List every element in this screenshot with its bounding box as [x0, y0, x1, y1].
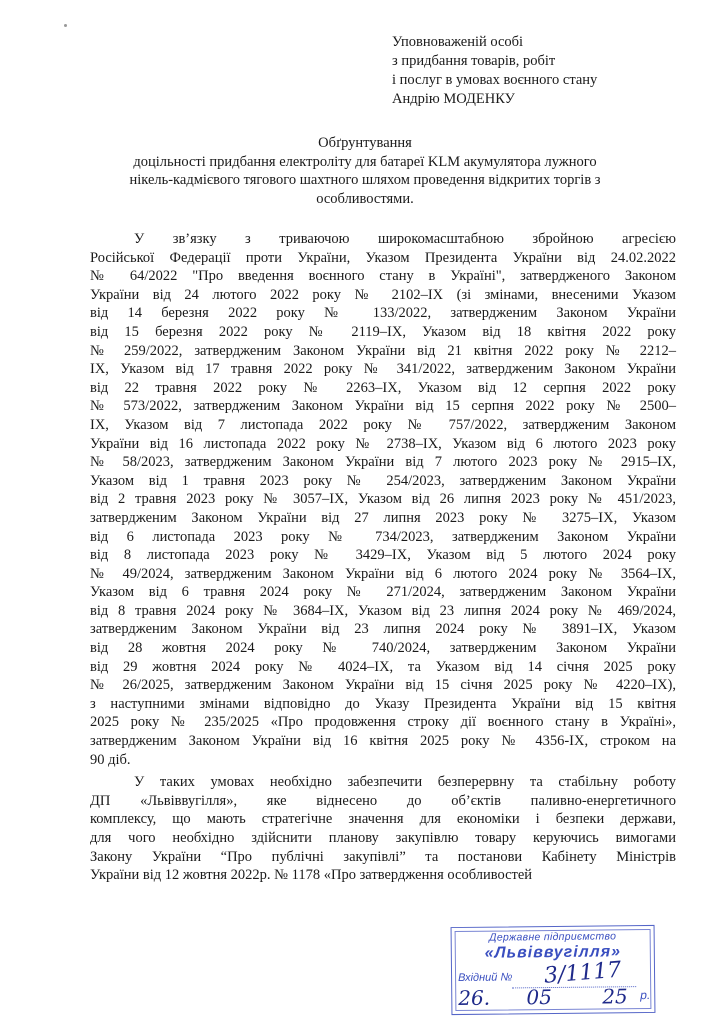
- text-line: від 22 травня 2022 року № 2263–IX, Указом від 12 серпня 2022 року: [90, 379, 676, 396]
- text-line: 90 діб.: [90, 751, 131, 768]
- title-line: особливостями.: [316, 190, 414, 207]
- text-line: 2025 року № 235/2025 «Про продовження строку дії воєнного стану в Україні»,: [90, 714, 676, 731]
- scan-speck: [64, 24, 67, 27]
- text-line: № 64/2022 "Про введення воєнного стану в Україні", затвердженого Законом: [90, 268, 676, 285]
- text-line: № 259/2022, затвердженим Законом України від 21 квітня 2022 року № 2212–: [90, 342, 676, 359]
- text-line: від 29 жовтня 2024 року № 4024–IX, та Указом від 14 січня 2025 року: [90, 658, 676, 675]
- text-line: для чого необхідно здійснити планову закупівлю товару керуючись вимогами: [90, 830, 676, 846]
- title-line: нікель-кадмієвого тягового шахтного шляхом проведення відкритих торгів з: [129, 172, 601, 188]
- text-line: У зв’язку з триваючою широкомасштабною збройною агресією: [134, 231, 676, 247]
- text-line: від 2 травня 2023 року № 3057–IX, Указом від 26 липня 2023 року № 451/2023,: [90, 491, 676, 508]
- text-line: від 8 листопада 2023 року № 3429–IX, Указом від 5 лютого 2024 року: [90, 547, 676, 564]
- stamp-year-suffix: р.: [640, 987, 651, 1003]
- text-line: України від 24 лютого 2022 року № 2102–IX (зі змінами, внесеними Указом: [90, 286, 676, 303]
- addressee-line: Уповноваженій особі: [392, 34, 524, 50]
- text-line: України від 16 листопада 2022 року № 2738–IX, Указом від 6 лютого 2023 року: [90, 435, 676, 452]
- text-line: з наступними змінами відповідно до Указу Президента України від 15 квітня: [90, 695, 676, 712]
- text-line: IX, Указом від 17 травня 2022 року № 341/2022, затвердженим Законом України: [90, 361, 676, 378]
- text-line: від 15 березня 2022 року № 2119–IX, Указом від 18 квітня 2022 року: [90, 323, 676, 340]
- document-title: [70, 134, 660, 208]
- stamp-date-month: 05: [526, 985, 553, 1010]
- text-line: Закону України “Про публічні закупівлі” та постанови Кабінету Міністрів: [90, 848, 676, 865]
- text-line: № 26/2025, затвердженим Законом України від 15 січня 2025 року № 4220–IX),: [90, 677, 676, 694]
- addressee-block: [392, 33, 597, 109]
- text-line: від 28 жовтня 2024 року № 740/2024, затвердженим Законом України: [90, 640, 676, 657]
- paragraph-2: [90, 773, 676, 885]
- text-line: ДП «Львіввугілля», яке віднесено до об’єктів паливно-енергетичного: [90, 792, 676, 809]
- text-line: № 49/2024, затвердженим Законом України від 6 лютого 2024 року № 3564–IX,: [90, 565, 676, 582]
- text-line: затвердженим Законом України від 27 липня 2023 року № 3275–IX, Указом: [90, 509, 676, 526]
- registration-stamp: [451, 925, 656, 1015]
- addressee-line: і послуг в умовах воєнного стану: [392, 72, 598, 88]
- stamp-company-name: «Львіввугілля»: [484, 943, 622, 962]
- stamp-org: Державне підприємство: [489, 930, 617, 944]
- text-line: від 14 березня 2022 року № 133/2022, затвердженим Законом України: [90, 305, 676, 322]
- stamp-date-day: 26.: [458, 985, 491, 1010]
- stamp-incoming-number: 3/1117: [543, 957, 623, 989]
- text-line: Указом від 6 травня 2024 року № 271/2024, затвердженим Законом України: [90, 584, 676, 601]
- title-line: доцільності придбання електроліту для батареї KLM акумулятора лужного: [133, 153, 597, 170]
- text-line: від 8 травня 2024 року № 3684–IX, Указом від 23 липня 2024 року № 469/2024,: [90, 602, 676, 619]
- text-line: від 6 листопада 2023 року № 734/2023, затвердженим Законом України: [90, 528, 676, 545]
- text-line: затвердженим Законом України від 16 квітня 2025 року № 4356-IX, строком на: [90, 733, 676, 750]
- text-line: Російської Федерації проти України, Указом Президента України від 24.02.2022: [90, 249, 676, 266]
- text-line: України від 12 жовтня 2022р. № 1178 «Про затвердження особливостей: [90, 867, 533, 884]
- addressee-name: Андрію МОДЕНКУ: [392, 91, 515, 107]
- text-line: IX, Указом від 7 листопада 2022 року № 757/2022, затвердженим Законом: [90, 416, 676, 433]
- text-line: № 573/2022, затвердженим Законом України від 15 серпня 2022 року № 2500–: [90, 398, 676, 415]
- title-heading: Обґрунтування: [318, 135, 412, 151]
- stamp-date-year: 25: [602, 984, 628, 1009]
- stamp-incoming-label: Вхідний №: [458, 971, 513, 984]
- text-line: Указом від 1 травня 2023 року № 254/2023, затвердженим Законом України: [90, 472, 676, 489]
- text-line: № 58/2023, затвердженим Законом України від 7 лютого 2023 року № 2915–IX,: [90, 454, 676, 471]
- stamp-date: [458, 984, 628, 1010]
- addressee-line: з придбання товарів, робіт: [392, 53, 556, 69]
- text-line: затвердженим Законом України від 23 липня 2024 року № 3891–IX, Указом: [90, 621, 676, 638]
- document-body: [90, 230, 676, 885]
- paragraph-1: [90, 230, 676, 769]
- text-line: комплексу, що мають стратегічне значення для економіки і безпеки держави,: [90, 811, 676, 828]
- text-line: У таких умовах необхідно забезпечити безперервну та стабільну роботу: [134, 774, 676, 791]
